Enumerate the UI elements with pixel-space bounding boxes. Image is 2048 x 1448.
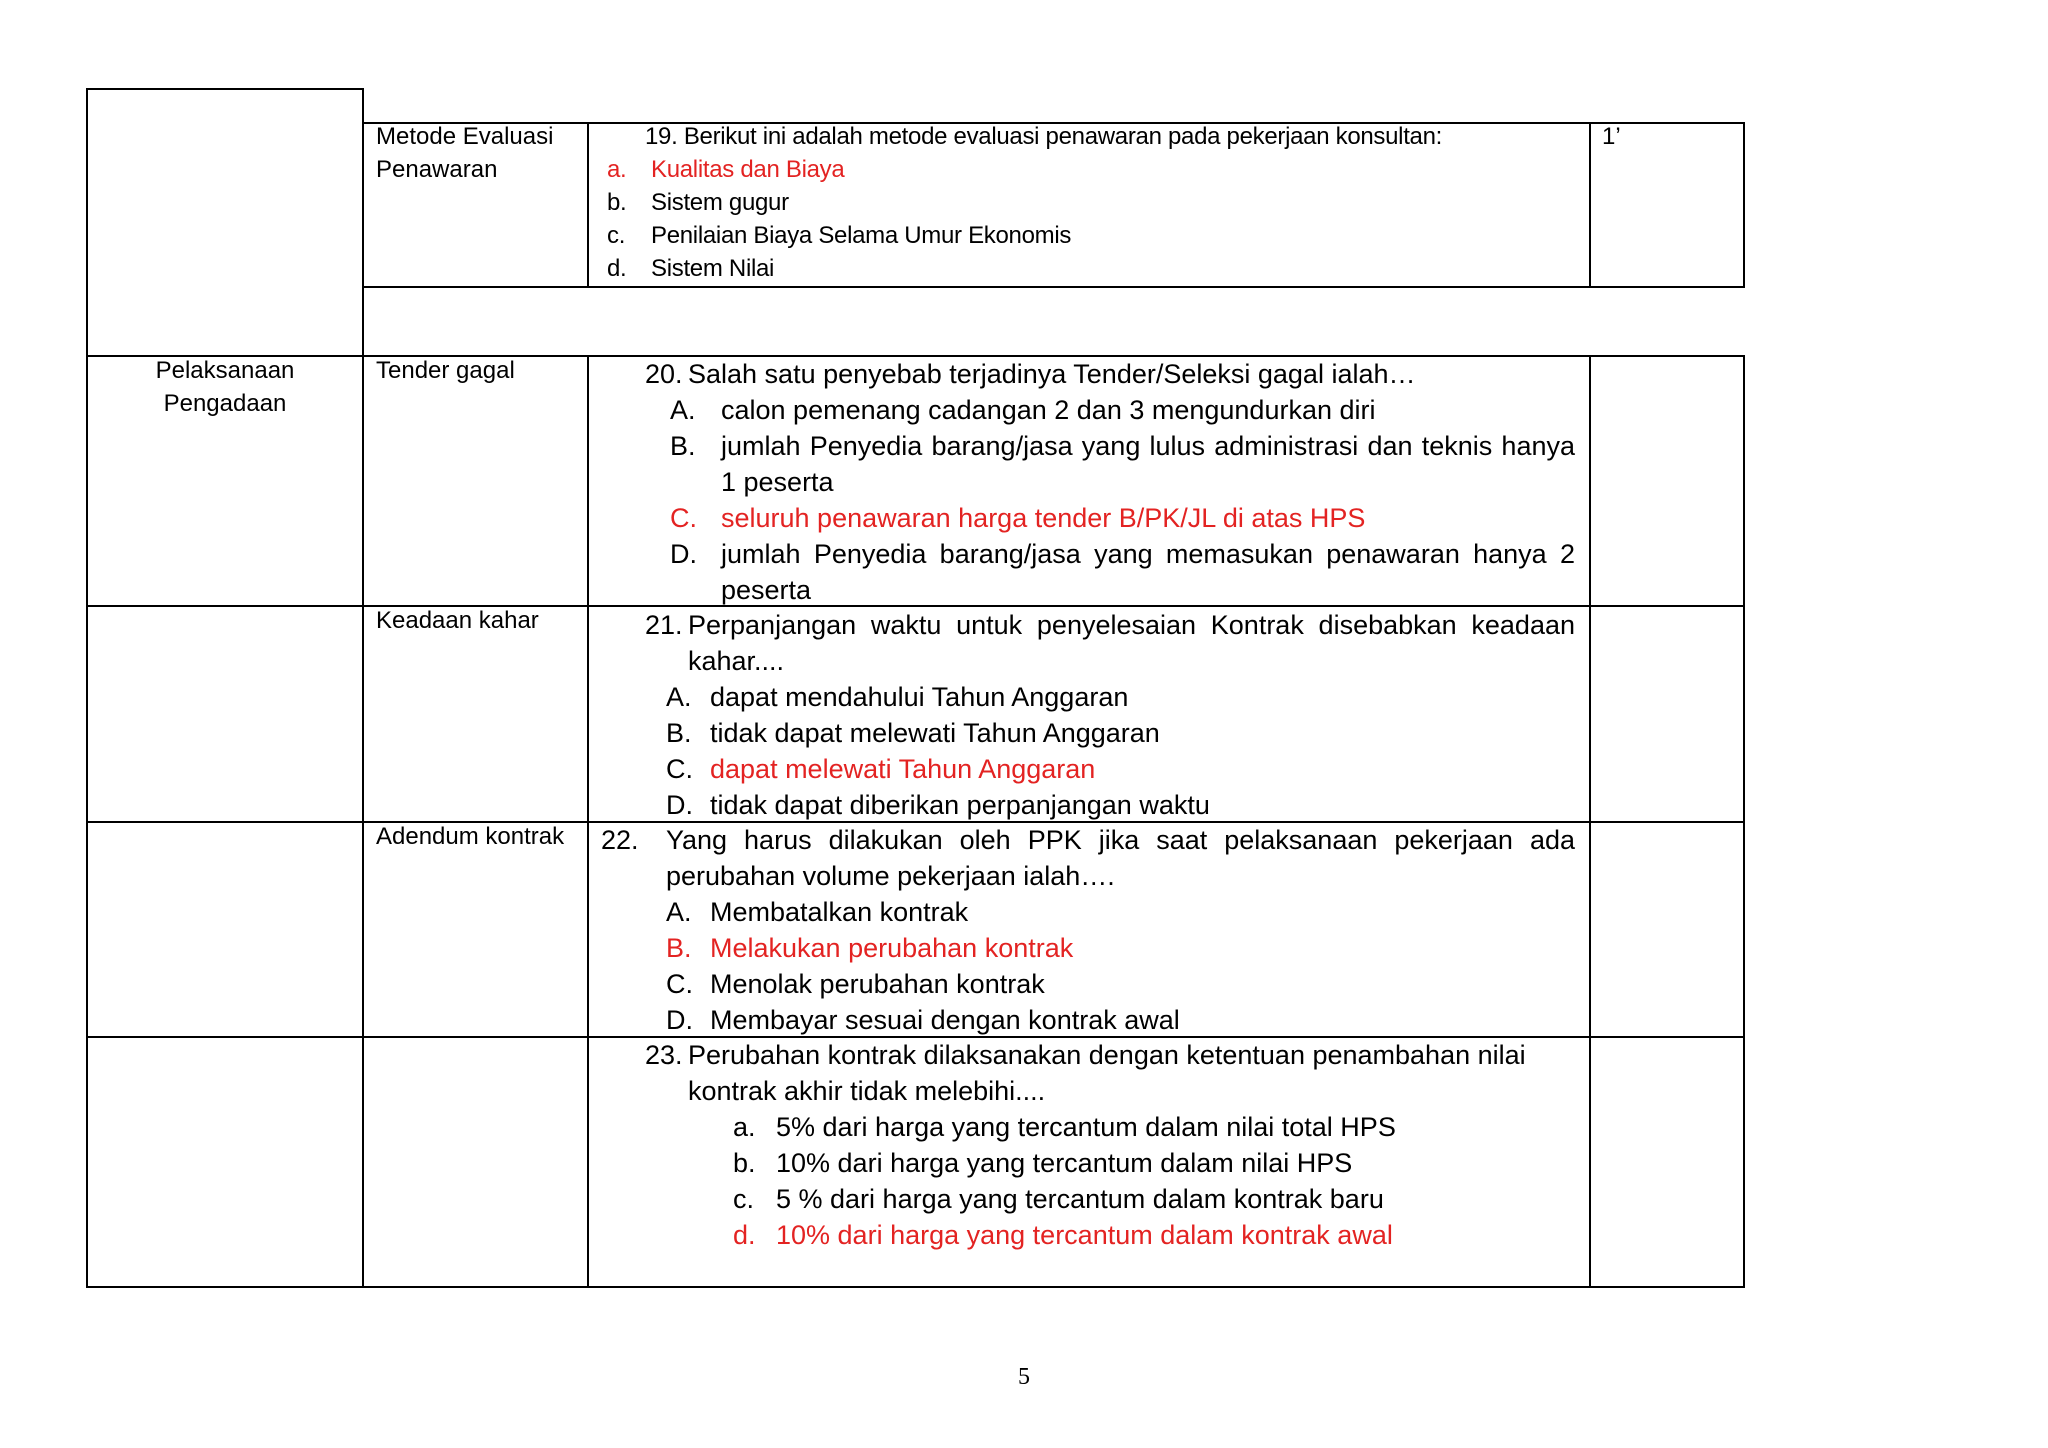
option-text: Melakukan perubahan kontrak xyxy=(710,933,1074,963)
option-text: 5% dari harga yang tercantum dalam nilai total HPS xyxy=(776,1112,1396,1142)
section-cell xyxy=(88,354,362,420)
answer-option xyxy=(733,1181,1545,1217)
answer-option xyxy=(670,500,1575,536)
option-label: C. xyxy=(666,754,693,784)
question-line xyxy=(645,1037,1545,1109)
option-text: seluruh penawaran harga tender B/PK/JL di atas HPS xyxy=(721,503,1366,533)
option-label: B. xyxy=(670,431,696,461)
grid-line xyxy=(86,88,364,90)
topic-cell: Adendum kontrak xyxy=(376,823,565,850)
option-text: tidak dapat diberikan perpanjangan waktu xyxy=(710,790,1210,820)
option-label: D. xyxy=(670,539,697,569)
option-text: tidak dapat melewati Tahun Anggaran xyxy=(710,718,1160,748)
grid-line xyxy=(587,355,589,1288)
weight-cell: 1’ xyxy=(1602,123,1621,150)
option-label: A. xyxy=(666,682,692,712)
question-number: 22. xyxy=(601,825,639,855)
answer-option xyxy=(733,1145,1545,1181)
page-number: 5 xyxy=(1018,1364,1030,1390)
answer-option xyxy=(666,1002,1575,1038)
question-cell xyxy=(645,356,1575,608)
grid-line xyxy=(587,122,589,288)
grid-line xyxy=(86,1286,1745,1288)
option-text: Sistem Nilai xyxy=(651,255,775,282)
answer-option xyxy=(607,186,1442,219)
answer-option xyxy=(666,894,1575,930)
option-text: Kualitas dan Biaya xyxy=(651,156,845,183)
topic-cell: Tender gagal xyxy=(376,357,515,384)
question-text: Perpanjangan waktu untuk penyelesaian Kontrak disebabkan keadaan kahar.... xyxy=(688,610,1575,676)
option-text: Membayar sesuai dengan kontrak awal xyxy=(710,1005,1180,1035)
question-line xyxy=(645,607,1575,679)
option-text: 10% dari harga yang tercantum dalam nilai HPS xyxy=(776,1148,1353,1178)
question-line xyxy=(645,356,1575,392)
answer-option xyxy=(666,930,1575,966)
grid-line xyxy=(1743,355,1745,1288)
section-line: Pelaksanaan xyxy=(155,357,295,384)
option-label: B. xyxy=(666,718,692,748)
topic-line: Penawaran xyxy=(376,156,498,183)
grid-line xyxy=(1743,122,1745,288)
option-text: 10% dari harga yang tercantum dalam kontrak awal xyxy=(776,1220,1393,1250)
section-line: Pengadaan xyxy=(163,390,287,417)
option-text: Membatalkan kontrak xyxy=(710,897,969,927)
question-number: 23. xyxy=(645,1040,683,1070)
answer-option xyxy=(607,153,1442,186)
option-label: A. xyxy=(666,897,692,927)
question-number: 20. xyxy=(645,359,683,389)
topic-cell xyxy=(376,120,553,186)
answer-option xyxy=(666,787,1575,823)
option-text: Menolak perubahan kontrak xyxy=(710,969,1045,999)
option-label: a. xyxy=(733,1112,756,1142)
topic-line: Metode Evaluasi xyxy=(376,123,554,150)
question-text: Yang harus dilakukan oleh PPK jika saat pelaksanaan pekerjaan ada perubahan volume pekerjaan ialah…. xyxy=(666,825,1575,891)
option-label: D. xyxy=(666,790,693,820)
grid-line xyxy=(362,286,1745,288)
option-label: a. xyxy=(607,156,627,183)
option-label: b. xyxy=(733,1148,756,1178)
answer-option xyxy=(670,428,1575,500)
grid-line xyxy=(1589,122,1591,288)
option-label: c. xyxy=(733,1184,755,1214)
answer-option xyxy=(666,966,1575,1002)
question-text: Perubahan kontrak dilaksanakan dengan ketentuan penambahan nilai kontrak akhir tidak melebihi.... xyxy=(688,1040,1526,1106)
option-label: D. xyxy=(666,1005,693,1035)
option-label: c. xyxy=(607,222,626,249)
question-cell xyxy=(607,120,1443,285)
answer-option xyxy=(733,1109,1545,1145)
answer-option xyxy=(666,679,1575,715)
answer-option xyxy=(670,392,1575,428)
question-cell xyxy=(645,607,1575,823)
option-label: C. xyxy=(670,503,697,533)
option-label: d. xyxy=(607,255,627,282)
option-label: B. xyxy=(666,933,692,963)
question-cell xyxy=(601,822,1575,1038)
question-cell xyxy=(645,1037,1545,1253)
option-text: 5 % dari harga yang tercantum dalam kontrak baru xyxy=(776,1184,1384,1214)
option-text: Sistem gugur xyxy=(651,189,789,216)
question-number: 21. xyxy=(645,610,683,640)
option-text: Penilaian Biaya Selama Umur Ekonomis xyxy=(651,222,1072,249)
answer-option xyxy=(670,536,1575,608)
option-text: jumlah Penyedia barang/jasa yang memasukan penawaran hanya 2 peserta xyxy=(721,539,1575,605)
grid-line xyxy=(86,88,88,1288)
grid-line xyxy=(362,88,364,1288)
grid-line xyxy=(1589,355,1591,1288)
option-text: calon pemenang cadangan 2 dan 3 mengundurkan diri xyxy=(721,395,1376,425)
option-text: dapat mendahului Tahun Anggaran xyxy=(710,682,1129,712)
question-text: 19. Berikut ini adalah metode evaluasi penawaran pada pekerjaan konsultan: xyxy=(645,123,1443,150)
question-text: Salah satu penyebab terjadinya Tender/Seleksi gagal ialah… xyxy=(688,359,1416,389)
option-label: b. xyxy=(607,189,627,216)
answer-option xyxy=(607,252,1442,285)
topic-cell: Keadaan kahar xyxy=(376,607,539,634)
option-text: dapat melewati Tahun Anggaran xyxy=(710,754,1096,784)
answer-option xyxy=(733,1217,1545,1253)
answer-option xyxy=(666,715,1575,751)
option-text: jumlah Penyedia barang/jasa yang lulus administrasi dan teknis hanya 1 peserta xyxy=(721,431,1575,497)
option-label: A. xyxy=(670,395,696,425)
answer-option xyxy=(666,751,1575,787)
question-line xyxy=(601,822,1575,894)
answer-option xyxy=(607,219,1442,252)
option-label: d. xyxy=(733,1220,756,1250)
option-label: C. xyxy=(666,969,693,999)
